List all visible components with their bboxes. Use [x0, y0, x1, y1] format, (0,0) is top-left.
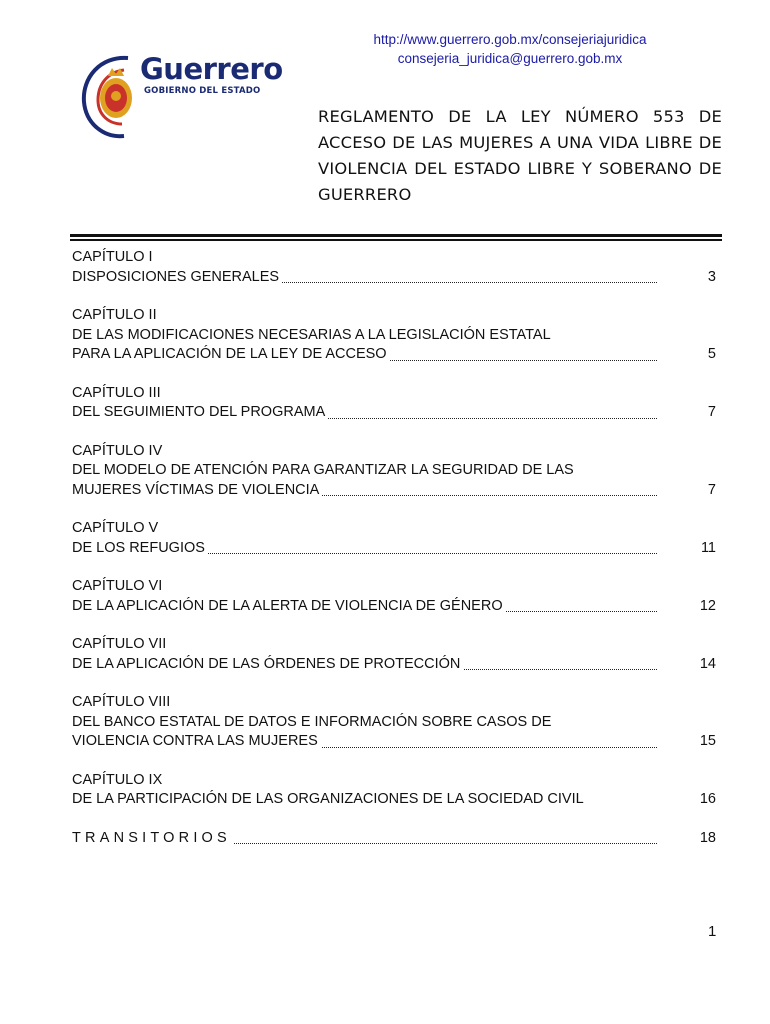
logo-wordmark: Guerrero [140, 52, 283, 86]
toc-page-number: 11 [700, 539, 716, 556]
toc-entry[interactable] [72, 693, 722, 752]
title-divider-thin [70, 239, 722, 241]
logo-subtitle: GOBIERNO DEL ESTADO [144, 86, 261, 96]
chapter-heading: CAPÍTULO III [72, 384, 161, 401]
chapter-title: DE LA APLICACIÓN DE LAS ÓRDENES DE PROTECCIÓN [72, 656, 463, 672]
chapter-heading: CAPÍTULO I [72, 249, 153, 265]
chapter-title-leader-line [72, 539, 657, 559]
toc-entry[interactable] [72, 771, 722, 810]
chapter-title-leader-line [72, 655, 657, 675]
coat-of-arms-icon [78, 50, 140, 140]
title-divider [70, 234, 722, 237]
chapter-title-leader-line [72, 732, 657, 752]
chapter-heading: CAPÍTULO VI [72, 578, 163, 594]
toc-page-number: 15 [699, 733, 716, 749]
toc-entry[interactable] [72, 829, 722, 849]
toc-entry[interactable] [72, 384, 722, 423]
website-link[interactable]: http://www.guerrero.gob.mx/consejeriajuridica [373, 32, 647, 47]
chapter-heading: CAPÍTULO IV [72, 442, 163, 459]
toc-page-number: 12 [699, 597, 716, 614]
chapter-heading: CAPÍTULO VII [72, 636, 167, 652]
header-links [330, 30, 690, 68]
toc-page-number: 18 [699, 829, 716, 846]
toc-entry[interactable] [72, 519, 722, 558]
toc-page-number: 5 [707, 346, 716, 362]
chapter-title: VIOLENCIA CONTRA LAS MUJERES [72, 733, 321, 749]
toc-page-number: 3 [707, 268, 716, 285]
guerrero-logo [78, 50, 298, 140]
toc-page-number: 16 [699, 791, 716, 807]
page-number: 1 [708, 923, 717, 940]
chapter-title-leader-line [72, 268, 657, 288]
chapter-heading: CAPÍTULO IX [72, 771, 163, 788]
chapter-title: DE LOS REFUGIOS [72, 540, 208, 556]
chapter-title-leader-line [72, 345, 657, 365]
chapter-title: PARA LA APLICACIÓN DE LA LEY DE ACCESO [72, 346, 390, 362]
chapter-title: TRANSITORIOS [72, 830, 234, 846]
chapter-title: DEL SEGUIMIENTO DEL PROGRAMA [72, 404, 328, 420]
toc-page-number: 7 [707, 404, 716, 420]
chapter-title: DE LA PARTICIPACIÓN DE LAS ORGANIZACIONES DE LA SOCIEDAD CIVIL [72, 791, 587, 807]
toc-page-number: 14 [699, 655, 716, 672]
chapter-heading: CAPÍTULO II [72, 307, 157, 323]
toc-entry[interactable] [72, 635, 722, 674]
chapter-title-leader-line [72, 403, 657, 423]
toc-entry[interactable] [72, 306, 722, 365]
email-link[interactable]: consejeria_juridica@guerrero.gob.mx [397, 51, 623, 66]
chapter-heading: CAPÍTULO VIII [72, 694, 171, 710]
chapter-title-line: DE LAS MODIFICACIONES NECESARIAS A LA LEGISLACIÓN ESTATAL [72, 326, 551, 343]
chapter-heading: CAPÍTULO V [72, 520, 159, 536]
table-of-contents [72, 248, 722, 867]
chapter-title-leader-line [72, 790, 657, 810]
chapter-title: DISPOSICIONES GENERALES [72, 269, 282, 285]
toc-entry[interactable] [72, 577, 722, 616]
chapter-title: MUJERES VÍCTIMAS DE VIOLENCIA [72, 482, 322, 498]
chapter-title-leader-line [72, 597, 657, 617]
toc-entry[interactable] [72, 248, 722, 287]
chapter-title: DE LA APLICACIÓN DE LA ALERTA DE VIOLENCIA DE GÉNERO [72, 598, 506, 614]
document-title: REGLAMENTO DE LA LEY NÚMERO 553 DE ACCESO DE LAS MUJERES A UNA VIDA LIBRE DE VIOLENCIA DEL ESTADO LIBRE Y SOBERANO DE GUERRERO [318, 107, 722, 204]
chapter-title-line: DEL BANCO ESTATAL DE DATOS E INFORMACIÓN SOBRE CASOS DE [72, 713, 552, 730]
toc-entry[interactable] [72, 442, 722, 501]
chapter-title-leader-line [72, 481, 657, 501]
chapter-title-leader-line [72, 829, 657, 849]
chapter-title-line: DEL MODELO DE ATENCIÓN PARA GARANTIZAR LA SEGURIDAD DE LAS [72, 462, 574, 478]
toc-page-number: 7 [707, 481, 716, 498]
